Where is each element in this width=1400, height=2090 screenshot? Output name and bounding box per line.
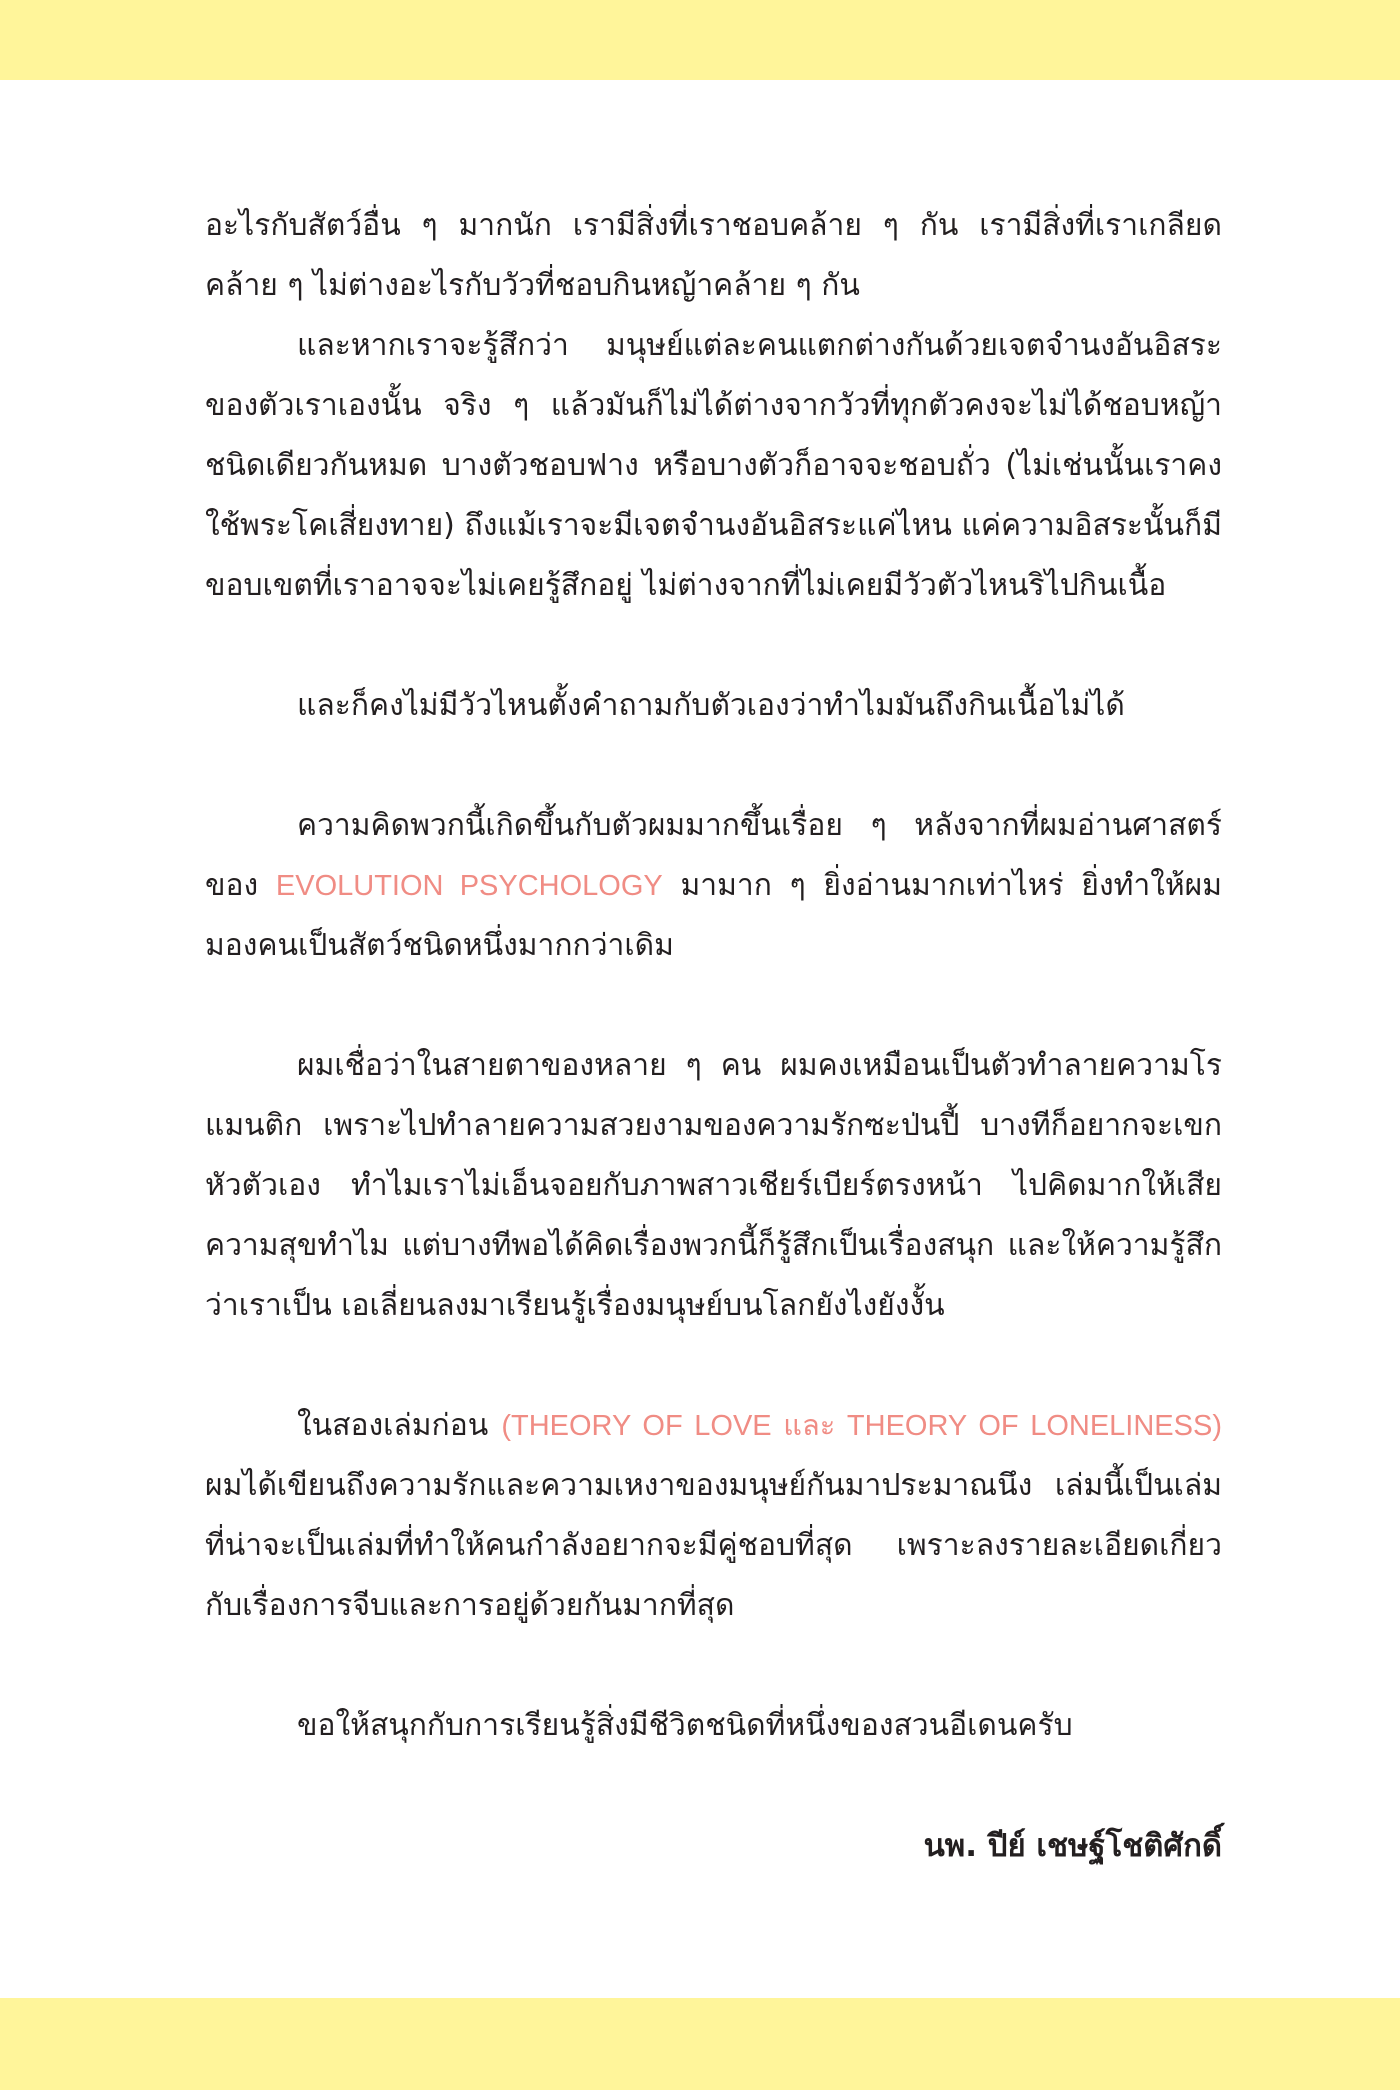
- paragraph-4: [205, 796, 1222, 976]
- paragraph-4-text-end: มามาก ๆ ยิ่งอ่านมากเท่าไหร่ ยิ่งทำให้ผมมองคนเป็นสัตว์ชนิดหนึ่งมากกว่าเดิม: [205, 868, 1222, 963]
- paragraph-6-text-start: ในสองเล่มก่อน: [297, 1408, 502, 1443]
- paragraph-7: ขอให้สนุกกับการเรียนรู้สิ่งมีชีวิตชนิดที่หนึ่งของสวนอีเดนครับ: [297, 1708, 1073, 1743]
- previous-books-highlight: (THEORY OF LOVE และ THEORY OF LONELINESS): [501, 1410, 1222, 1442]
- paragraph-6-text-end: ผมได้เขียนถึงความรักและความเหงาของมนุษย์กันมาประมาณนึง เล่มนี้เป็นเล่มที่น่าจะเป็นเล่มที่ทำให้คนกำลังอยากจะมีคู่ชอบที่สุด เพราะลงรายละเอียดเกี่ยวกับเรื่องการจีบและการอยู่ด้วยกันมากที่สุด: [205, 1468, 1222, 1623]
- top-yellow-band: [0, 0, 1400, 80]
- paragraph-4-text-start: ความคิดพวกนี้เกิดขึ้นกับตัวผมมากขึ้นเรื่อย ๆ หลังจากที่ผมอ่านศาสตร์ของ: [205, 808, 1222, 903]
- paragraph-1: อะไรกับสัตว์อื่น ๆ มากนัก เรามีสิ่งที่เราชอบคล้าย ๆ กัน เรามีสิ่งที่เราเกลียดคล้าย ๆ ไม่ต่างอะไรกับวัวที่ชอบกินหญ้าคล้าย ๆ กัน: [205, 208, 1222, 303]
- paragraph-3: และก็คงไม่มีวัวไหนตั้งคำถามกับตัวเองว่าทำไมมันถึงกินเนื้อไม่ได้: [297, 688, 1125, 723]
- page-body: [205, 196, 1222, 1876]
- author-signature: นพ. ปีย์ เชษฐ์โชติศักดิ์: [923, 1828, 1222, 1864]
- paragraph-5: ผมเชื่อว่าในสายตาของหลาย ๆ คน ผมคงเหมือนเป็นตัวทำลายความโรแมนติก เพราะไปทำลายความสวยงามของความรักซะป่นปี้ บางทีก็อยากจะเขกหัวตัวเอง ทำไมเราไม่เอ็นจอยกับภาพสาวเชียร์เบียร์ตรงหน้า ไปคิดมากให้เสียความสุขทำไม แต่บางทีพอได้คิดเรื่องพวกนี้ก็รู้สึกเป็นเรื่องสนุก และให้ความรู้สึกว่าเราเป็น เอเลี่ยนลงมาเรียนรู้เรื่องมนุษย์บนโลกยังไงยังงั้น: [205, 1048, 1222, 1323]
- evolution-psychology-highlight: EVOLUTION PSYCHOLOGY: [275, 870, 663, 902]
- paragraph-2: และหากเราจะรู้สึกว่า มนุษย์แต่ละคนแตกต่างกันด้วยเจตจำนงอันอิสระของตัวเราเองนั้น จริง ๆ แล้วมันก็ไม่ได้ต่างจากวัวที่ทุกตัวคงจะไม่ได้ชอบหญ้าชนิดเดียวกันหมด บางตัวชอบฟาง หรือบางตัวก็อาจจะชอบถั่ว (ไม่เช่นนั้นเราคงใช้พระโคเสี่ยงทาย) ถึงแม้เราจะมีเจตจำนงอันอิสระแค่ไหน แค่ความอิสระนั้นก็มีขอบเขตที่เราอาจจะไม่เคยรู้สึกอยู่ ไม่ต่างจากที่ไม่เคยมีวัวตัวไหนริไปกินเนื้อ: [205, 328, 1222, 603]
- bottom-yellow-band: [0, 1998, 1400, 2090]
- paragraph-6: [205, 1396, 1222, 1636]
